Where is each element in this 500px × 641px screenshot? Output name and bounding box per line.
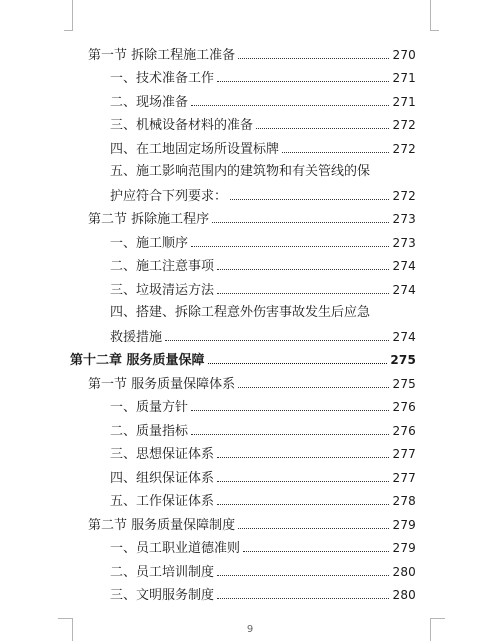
toc-entry-title-line1[interactable]: 四、搭建、拆除工程意外伤害事故发生后应急 — [110, 305, 371, 320]
toc-entry-item[interactable] — [110, 493, 416, 510]
toc-entry-page: 279 — [392, 518, 416, 532]
toc-entry-title: 二、员工培训制度 — [110, 565, 215, 580]
dot-leader — [217, 504, 389, 505]
toc-entry-item[interactable] — [110, 282, 416, 299]
toc-entry-title: 救援措施 — [110, 330, 163, 345]
toc-entry-title: 二、现场准备 — [110, 95, 189, 110]
toc-entry-title: 三、文明服务制度 — [110, 588, 215, 603]
dot-leader — [256, 128, 389, 129]
dot-leader — [217, 598, 389, 599]
toc-entry-chapter[interactable] — [70, 352, 416, 369]
dot-leader — [165, 340, 389, 341]
toc-entry-page: 270 — [392, 48, 416, 62]
toc-entry-page: 274 — [392, 283, 416, 297]
toc-entry-item[interactable] — [110, 540, 416, 557]
toc-entry-item[interactable] — [110, 564, 416, 581]
toc-entry-title: 二、施工注意事项 — [110, 259, 215, 274]
dot-leader — [217, 575, 389, 576]
toc-entry-title: 二、质量指标 — [110, 424, 189, 439]
toc-entry-page: 277 — [392, 447, 416, 461]
toc-entry-page: 271 — [392, 71, 416, 85]
dot-leader — [217, 457, 389, 458]
dot-leader — [191, 246, 389, 247]
toc-entry-page: 272 — [392, 189, 416, 203]
dot-leader — [191, 105, 389, 106]
toc-entry-item[interactable] — [110, 188, 416, 205]
toc-entry-title: 第二节 服务质量保障制度 — [88, 518, 236, 533]
toc-entry-page: 280 — [392, 565, 416, 579]
toc-entry-page: 276 — [392, 400, 416, 414]
toc-entry-item[interactable] — [110, 94, 416, 111]
dot-leader — [238, 387, 389, 388]
crop-mark-top-right — [430, 0, 439, 31]
dot-leader — [217, 269, 389, 270]
toc-entry-page: 276 — [392, 424, 416, 438]
crop-mark-top-left — [64, 0, 73, 31]
toc-entry-title: 四、组织保证体系 — [110, 471, 215, 486]
toc-entry-page: 277 — [392, 471, 416, 485]
toc-entry-item[interactable] — [110, 70, 416, 87]
toc-entry-item[interactable] — [110, 235, 416, 252]
dot-leader — [230, 199, 389, 200]
toc-entry-section[interactable] — [88, 376, 416, 393]
toc-entry-section[interactable] — [88, 47, 416, 64]
dot-leader — [191, 434, 389, 435]
toc-entry-item[interactable] — [110, 141, 416, 158]
toc-entry-title: 四、在工地固定场所设置标牌 — [110, 142, 280, 157]
toc-entry-item[interactable] — [110, 446, 416, 463]
dot-leader — [238, 58, 389, 59]
toc-entry-title: 五、工作保证体系 — [110, 494, 215, 509]
toc-entry-page: 275 — [390, 353, 416, 367]
toc-entry-title: 第十二章 服务质量保障 — [70, 353, 205, 368]
toc-entry-item[interactable] — [110, 258, 416, 275]
toc-entry-section[interactable] — [88, 211, 416, 228]
toc-entry-title: 一、技术准备工作 — [110, 71, 215, 86]
toc-entry-page: 273 — [392, 236, 416, 250]
dot-leader — [208, 363, 388, 364]
toc-entry-section[interactable] — [88, 517, 416, 534]
toc-entry-title-line1[interactable]: 五、施工影响范围内的建筑物和有关管线的保 — [110, 164, 371, 179]
toc-entry-title: 第一节 服务质量保障体系 — [88, 377, 236, 392]
toc-entry-title: 三、垃圾清运方法 — [110, 283, 215, 298]
dot-leader — [282, 152, 389, 153]
dot-leader — [212, 222, 389, 223]
toc-entry-page: 272 — [392, 142, 416, 156]
toc-entry-item[interactable] — [110, 329, 416, 346]
dot-leader — [243, 551, 389, 552]
toc-entry-title: 第一节 拆除工程施工准备 — [88, 48, 236, 63]
toc-entry-item[interactable] — [110, 470, 416, 487]
toc-entry-title: 一、员工职业道德准则 — [110, 541, 241, 556]
dot-leader — [217, 81, 389, 82]
toc-entry-title: 护应符合下列要求： — [110, 189, 228, 204]
toc-entry-title: 一、施工顺序 — [110, 236, 189, 251]
toc-entry-item[interactable] — [110, 399, 416, 416]
toc-entry-item[interactable] — [110, 587, 416, 604]
toc-entry-page: 271 — [392, 95, 416, 109]
dot-leader — [191, 410, 389, 411]
toc-entry-page: 275 — [392, 377, 416, 391]
toc-entry-page: 274 — [392, 330, 416, 344]
toc-entry-page: 272 — [392, 118, 416, 132]
dot-leader — [217, 481, 389, 482]
toc-entry-page: 273 — [392, 212, 416, 226]
toc-entry-page: 278 — [392, 494, 416, 508]
toc-entry-title: 第二节 拆除施工程序 — [88, 212, 210, 227]
footer-page-number: 9 — [246, 624, 254, 635]
toc-entry-title: 一、质量方针 — [110, 400, 189, 415]
toc-entry-title: 三、思想保证体系 — [110, 447, 215, 462]
toc-entry-title: 三、机械设备材料的准备 — [110, 118, 254, 133]
dot-leader — [217, 293, 389, 294]
dot-leader — [238, 528, 389, 529]
toc-entry-page: 279 — [392, 541, 416, 555]
toc-entry-item[interactable] — [110, 423, 416, 440]
toc-entry-page: 274 — [392, 259, 416, 273]
toc-entry-page: 280 — [392, 588, 416, 602]
toc-entry-item[interactable] — [110, 117, 416, 134]
